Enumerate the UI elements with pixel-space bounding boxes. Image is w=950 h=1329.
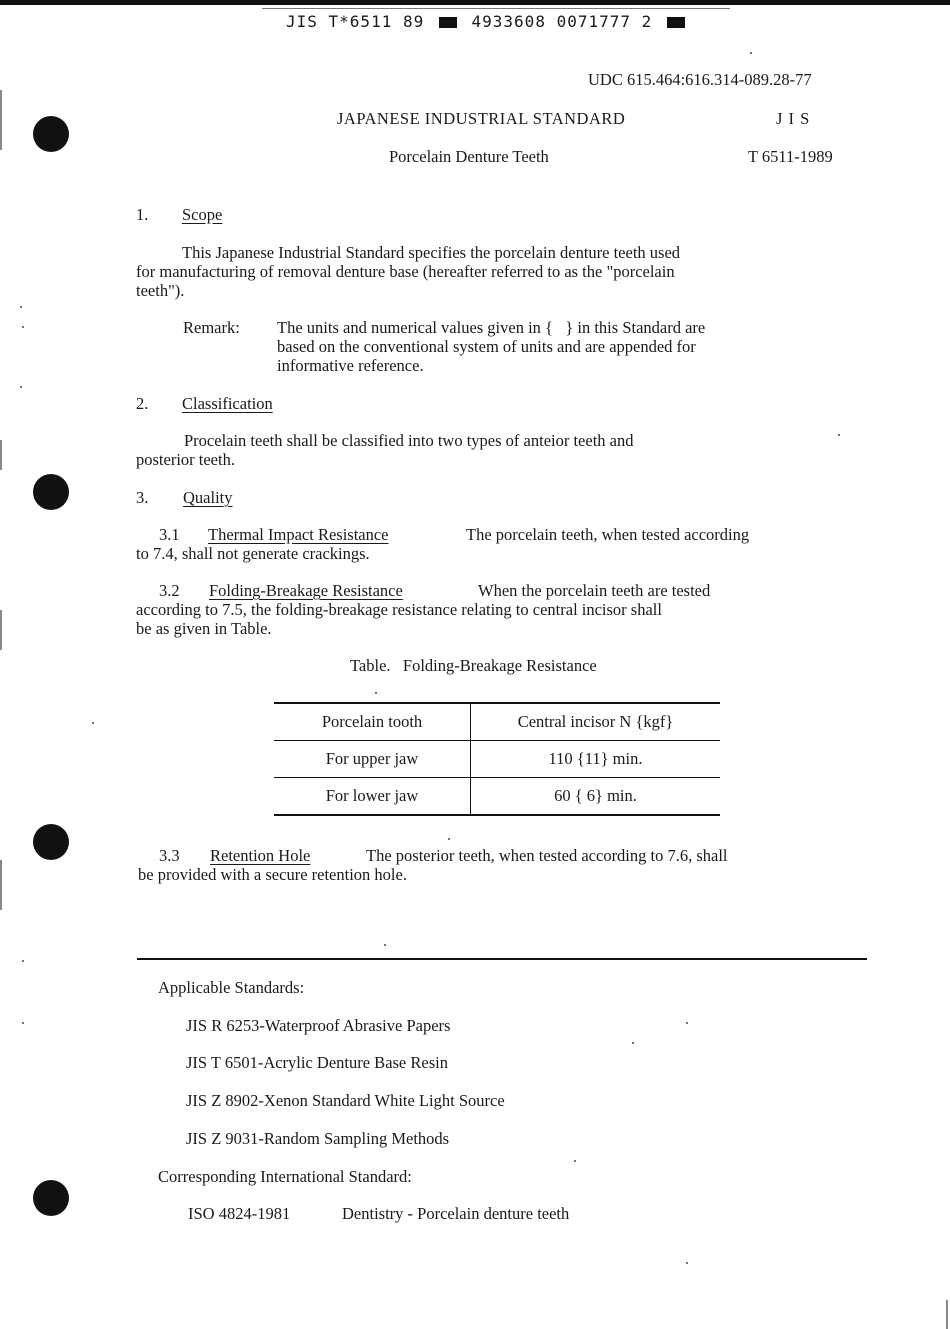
binder-hole [33, 474, 69, 510]
scan-speck [632, 1042, 634, 1044]
applicable-standard-item: JIS Z 8902-Xenon Standard White Light Source [186, 1091, 505, 1110]
table-caption: Table. Folding-Breakage Resistance [350, 656, 597, 675]
stamp-block [667, 17, 685, 28]
table-row [274, 741, 720, 778]
remark-text [277, 318, 705, 375]
stamp-left-code: JIS T*6511 89 [286, 12, 425, 31]
table-header-cell: Central incisor N {kgf} [471, 703, 721, 741]
scan-speck [22, 1022, 24, 1024]
resistance-table [274, 702, 720, 816]
scan-edge-mark [946, 1300, 948, 1329]
scan-speck [448, 838, 450, 840]
scan-speck [384, 944, 386, 946]
scan-edge-mark [0, 440, 2, 470]
subsection-title-folding: Folding-Breakage Resistance [209, 581, 403, 600]
text-line: teeth"). [136, 281, 185, 300]
subsection-text: be provided with a secure retention hole. [138, 865, 407, 884]
international-standard-title: Dentistry - Porcelain denture teeth [342, 1204, 570, 1223]
section-number: 2. [136, 394, 149, 413]
scan-speck [686, 1022, 688, 1024]
scan-edge-mark [0, 90, 2, 150]
subsection-text: be as given in Table. [136, 619, 272, 638]
standard-org: JAPANESE INDUSTRIAL STANDARD [337, 109, 626, 128]
section-title-scope: Scope [182, 205, 223, 224]
scan-speck [750, 52, 752, 54]
catalog-stamp [286, 12, 689, 31]
scan-speck [686, 1262, 688, 1264]
text-line: Procelain teeth shall be classified into two types of anteior teeth and [184, 431, 634, 450]
subsection-number: 3.1 [159, 525, 180, 544]
table-cell: 60 { 6} min. [471, 778, 721, 816]
subsection-text: to 7.4, shall not generate crackings. [136, 544, 370, 563]
binder-hole [33, 824, 69, 860]
subsection-title-retention: Retention Hole [210, 846, 311, 865]
binder-hole [33, 116, 69, 152]
text-line: posterior teeth. [136, 450, 235, 469]
section-title-classification: Classification [182, 394, 273, 413]
binder-hole [33, 1180, 69, 1216]
scan-speck [22, 960, 24, 962]
scope-paragraph [136, 243, 680, 300]
table-row [274, 778, 720, 816]
footer-rule [137, 958, 867, 960]
jis-mark: J I S [776, 109, 811, 128]
document-number: T 6511-1989 [748, 147, 833, 166]
stamp-block [439, 17, 457, 28]
scan-top-border [0, 0, 950, 5]
scan-speck [574, 1160, 576, 1162]
text-line: informative reference. [277, 356, 424, 375]
scan-edge-mark [0, 610, 2, 650]
scan-speck [375, 692, 377, 694]
subsection-text: according to 7.5, the folding-breakage resistance relating to central incisor shall [136, 600, 662, 619]
applicable-standards-label: Applicable Standards: [158, 978, 305, 997]
scan-speck [92, 722, 94, 724]
scan-speck [22, 326, 24, 328]
subsection-text: The posterior teeth, when tested according to 7.6, shall [366, 846, 728, 865]
subsection-number: 3.3 [159, 846, 180, 865]
section-number: 3. [136, 488, 149, 507]
stamp-right-code: 4933608 0071777 2 [471, 12, 653, 31]
table-cell: 110 {11} min. [471, 741, 721, 778]
document-title: Porcelain Denture Teeth [389, 147, 549, 166]
classification-paragraph [136, 431, 634, 469]
scan-edge-mark [0, 860, 2, 910]
international-standard-label: Corresponding International Standard: [158, 1167, 412, 1186]
table-cell: For upper jaw [274, 741, 471, 778]
section-title-quality: Quality [183, 488, 233, 507]
text-line: This Japanese Industrial Standard specifies the porcelain denture teeth used [182, 243, 681, 262]
subsection-number: 3.2 [159, 581, 180, 600]
table-header-row [274, 703, 720, 741]
table-cell: For lower jaw [274, 778, 471, 816]
remark-label: Remark: [183, 318, 240, 337]
subsection-title-thermal: Thermal Impact Resistance [208, 525, 389, 544]
scan-speck [838, 434, 840, 436]
applicable-standard-item: JIS R 6253-Waterproof Abrasive Papers [186, 1016, 451, 1035]
text-line: based on the conventional system of units and are appended for [277, 337, 696, 356]
scan-speck [20, 386, 22, 388]
scan-speck [20, 306, 22, 308]
subsection-text: When the porcelain teeth are tested [478, 581, 711, 600]
subsection-text: The porcelain teeth, when tested according [466, 525, 750, 544]
table-header-cell: Porcelain tooth [274, 703, 471, 741]
section-number: 1. [136, 205, 149, 224]
text-line: for manufacturing of removal denture base (hereafter referred to as the "porcelain [136, 262, 675, 281]
applicable-standard-item: JIS Z 9031-Random Sampling Methods [186, 1129, 450, 1148]
stamp-rule [262, 8, 730, 9]
international-standard-code: ISO 4824-1981 [188, 1204, 291, 1223]
applicable-standard-item: JIS T 6501-Acrylic Denture Base Resin [186, 1053, 448, 1072]
text-line: The units and numerical values given in { } in this Standard are [277, 318, 706, 337]
udc-number: UDC 615.464:616.314-089.28-77 [588, 70, 812, 89]
